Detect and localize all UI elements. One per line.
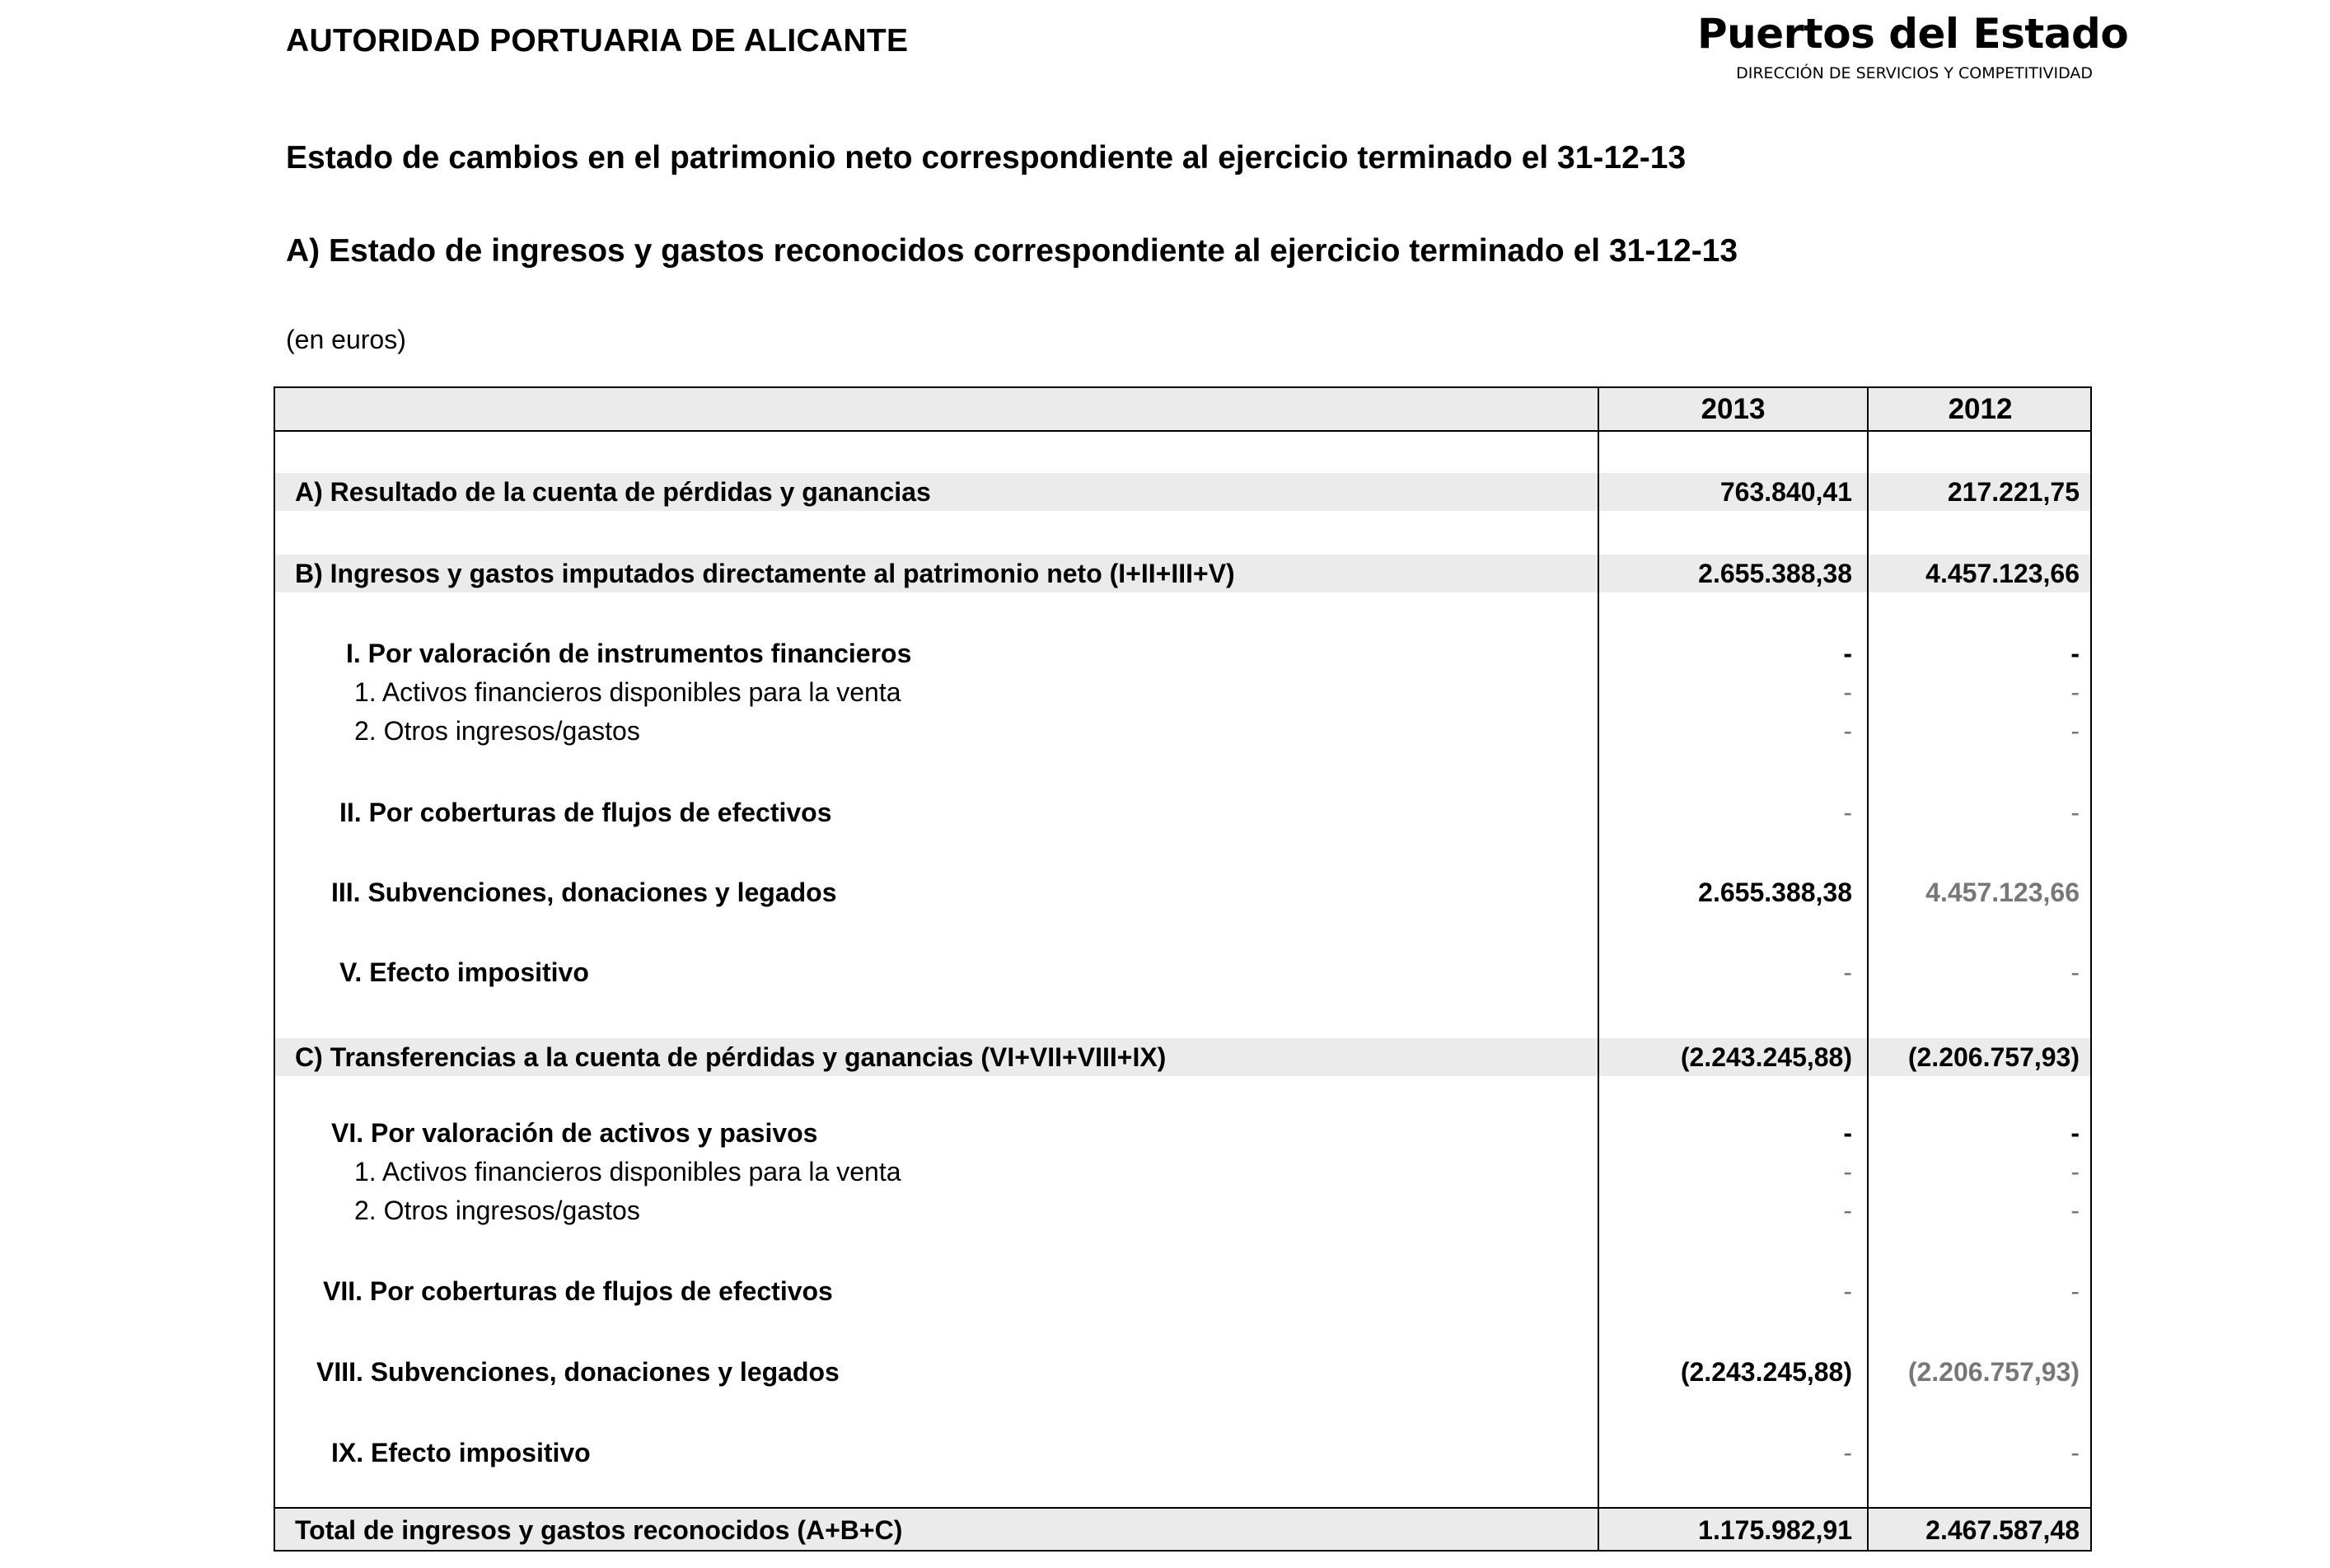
units-note: (en euros) [286,325,406,354]
section-title: A) Estado de ingresos y gastos reconocidos correspondiente al ejercicio terminado el 31-12-13 [286,233,1738,269]
row-label: V. Efecto impositivo [339,957,589,987]
row-label: VII. Por coberturas de flujos de efectivos [323,1276,833,1306]
brand-logo [1697,5,2129,82]
authority-name: AUTORIDAD PORTUARIA DE ALICANTE [286,23,909,59]
value-2013: - [1843,1438,1852,1467]
table-row [275,953,2090,991]
row-label: 2. Otros ingresos/gastos [354,716,640,746]
value-2012: 4.457.123,66 [1925,559,2080,588]
row-label: B) Ingresos y gastos imputados directamente al patrimonio neto (I+II+III+V) [295,559,1235,588]
table-row [275,1114,2090,1152]
value-2013: 2.655.388,38 [1698,878,1852,907]
page-title: Estado de cambios en el patrimonio neto correspondiente al ejercicio terminado el 31-12-13 [286,140,1687,176]
table-row [275,793,2090,831]
row-label: I. Por valoración de instrumentos financieros [346,639,912,668]
row-label: 2. Otros ingresos/gastos [354,1196,640,1225]
row-label: VIII. Subvenciones, donaciones y legados [316,1357,840,1387]
value-2012: (2.206.757,93) [1907,1042,2080,1072]
row-label: VI. Por valoración de activos y pasivos [331,1118,818,1148]
table-row [275,712,2090,750]
column-header-2013: 2013 [1701,393,1766,425]
value-2012: - [2070,798,2080,827]
value-2013: 2.655.388,38 [1698,559,1852,588]
row-label: 1. Activos financieros disponibles para la venta [354,677,901,707]
equity-changes-table [274,386,2092,1552]
value-2013: - [1843,1196,1852,1225]
table-row [275,555,2090,592]
row-label: C) Transferencias a la cuenta de pérdidas y ganancias (VI+VII+VIII+IX) [295,1042,1167,1072]
table-row [275,1353,2090,1391]
value-2013: - [1843,957,1852,987]
brand-title: Puertos del Estado [1697,10,2129,58]
table-row [275,1272,2090,1310]
table-row [275,634,2090,672]
row-label: II. Por coberturas de flujos de efectivos [339,798,832,827]
row-label: 1. Activos financieros disponibles para la venta [354,1157,901,1187]
row-label: Total de ingresos y gastos reconocidos (A+B+C) [295,1515,903,1545]
value-2012: - [2070,716,2080,746]
value-2013: (2.243.245,88) [1680,1357,1852,1387]
value-2012: - [2070,1438,2080,1467]
value-2012: - [2070,1118,2080,1148]
value-2012: 4.457.123,66 [1925,878,2080,907]
value-2013: - [1843,716,1852,746]
value-2013: - [1843,798,1852,827]
value-2013: - [1843,1157,1852,1187]
value-2012: - [2070,1276,2080,1306]
value-2012: - [2070,957,2080,987]
value-2012: (2.206.757,93) [1907,1357,2080,1387]
table-row-total [275,1510,2090,1550]
row-label: A) Resultado de la cuenta de pérdidas y ganancias [295,477,931,507]
value-2012: - [2070,1196,2080,1225]
table-row [275,873,2090,911]
value-2012: 217.221,75 [1947,477,2080,507]
brand-subtitle: DIRECCIÓN DE SERVICIOS Y COMPETITIVIDAD [1736,64,2093,82]
table-header [275,388,2090,432]
column-header-2012: 2012 [1948,393,2013,425]
value-2012: - [2070,677,2080,707]
value-2012: - [2070,639,2080,668]
value-2013: (2.243.245,88) [1680,1042,1852,1072]
table-row [275,1191,2090,1229]
table-row [275,473,2090,511]
value-2013: - [1843,639,1852,668]
table-row [275,1038,2090,1076]
value-2012: - [2070,1157,2080,1187]
value-2013: 1.175.982,91 [1698,1515,1852,1545]
table-row [275,1434,2090,1472]
value-2013: - [1843,1118,1852,1148]
value-2013: - [1843,1276,1852,1306]
table-row [275,1153,2090,1191]
value-2013: 763.840,41 [1719,477,1852,507]
row-label: IX. Efecto impositivo [331,1438,591,1467]
table-row [275,673,2090,711]
value-2013: - [1843,677,1852,707]
value-2012: 2.467.587,48 [1925,1515,2080,1545]
row-label: III. Subvenciones, donaciones y legados [331,878,837,907]
